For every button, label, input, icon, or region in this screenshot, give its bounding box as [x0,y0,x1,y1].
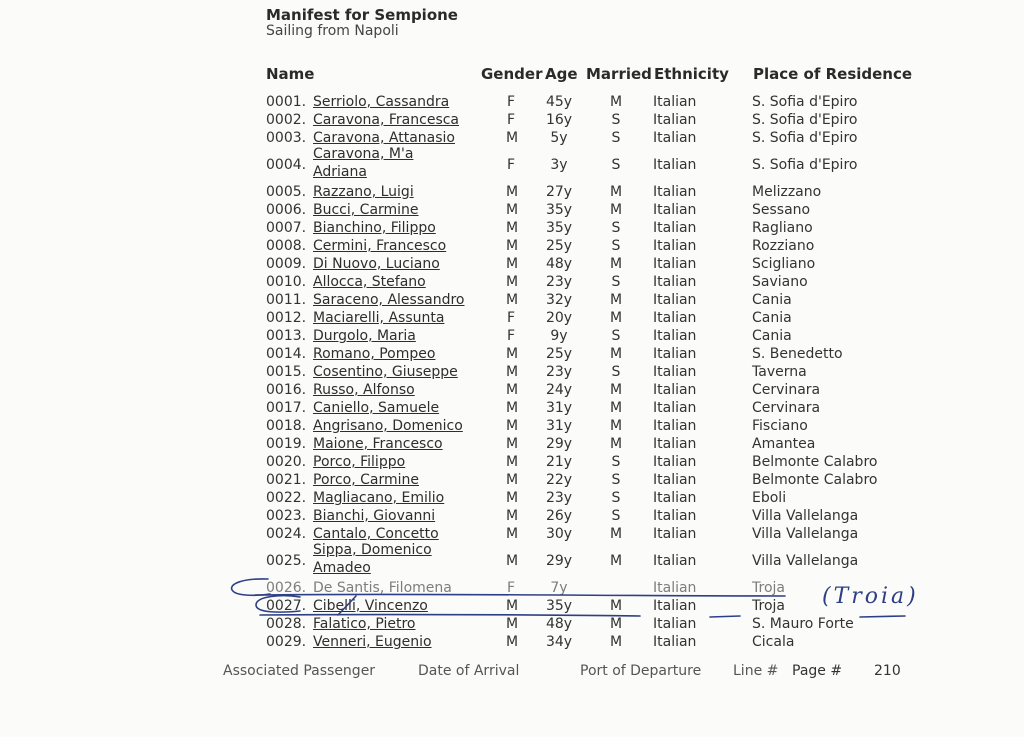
cell-num: 0025. [266,553,307,569]
cell-married: M [609,382,623,398]
cell-name: Venneri, Eugenio [313,634,432,650]
cell-ethnicity: Italian [653,400,697,416]
cell-residence: Saviano [752,274,808,290]
cell-residence: Sessano [752,202,811,218]
cell-gender: M [506,238,519,254]
cell-gender: M [506,220,519,236]
cell-residence: Villa Vallelanga [752,553,859,569]
table-row [0,327,1024,345]
cell-num: 0007. [266,220,307,236]
cell-married: S [611,328,621,344]
cell-residence: S. Benedetto [752,346,843,362]
cell-name: Caravona, M'a Adriana [313,146,414,180]
cell-ethnicity: Italian [653,553,697,569]
table-row [0,633,1024,651]
cell-gender: F [506,328,516,344]
cell-name: De Santis, Filomena [313,580,452,596]
cell-gender: M [506,634,519,650]
cell-married: S [611,157,621,173]
cell-num: 0006. [266,202,307,218]
cell-gender: M [506,382,519,398]
cell-num: 0023. [266,508,307,524]
cell-num: 0001. [266,94,307,110]
column-header-name: Name [266,65,315,83]
cell-name: Bucci, Carmine [313,202,419,218]
cell-married: S [611,220,621,236]
cell-name: Bianchino, Filippo [313,220,436,236]
cell-ethnicity: Italian [653,220,697,236]
cell-gender: M [506,553,519,569]
cell-name: Porco, Filippo [313,454,406,470]
table-row [0,597,1024,615]
manifest-subtitle: Sailing from Napoli [266,23,399,39]
cell-name: Caravona, Francesca [313,112,460,128]
cell-ethnicity: Italian [653,112,697,128]
passenger-list [0,93,1024,651]
cell-age: 23y [545,364,573,380]
cell-residence: Rozziano [752,238,815,254]
cell-ethnicity: Italian [653,454,697,470]
cell-name: Caniello, Samuele [313,400,440,416]
cell-residence: Fisciano [752,418,808,434]
cell-age: 31y [545,418,573,434]
cell-residence: Belmonte Calabro [752,472,878,488]
cell-age: 20y [545,310,573,326]
cell-gender: M [506,184,519,200]
cell-num: 0008. [266,238,307,254]
cell-married: S [611,130,621,146]
cell-age: 27y [545,184,573,200]
table-row [0,309,1024,327]
column-header-ethnicity: Ethnicity [654,65,729,83]
cell-num: 0013. [266,328,307,344]
cell-residence: Villa Vallelanga [752,526,859,542]
table-row [0,543,1024,579]
cell-ethnicity: Italian [653,184,697,200]
cell-name: Maione, Francesco [313,436,443,452]
table-row [0,525,1024,543]
cell-name: Cibelli, Vincenzo [313,598,428,614]
cell-married: M [609,346,623,362]
cell-num: 0027. [266,598,307,614]
cell-married: S [611,472,621,488]
cell-gender: F [506,157,516,173]
table-row [0,219,1024,237]
cell-gender: M [506,472,519,488]
cell-name: Cantalo, Concetto [313,526,439,542]
cell-num: 0026. [266,580,307,596]
cell-married: M [609,202,623,218]
cell-num: 0019. [266,436,307,452]
cell-gender: M [506,436,519,452]
cell-name: Falatico, Pietro [313,616,416,632]
handwritten-troia-text: (Troia) [822,584,919,609]
cell-name: Maciarelli, Assunta [313,310,445,326]
cell-age: 31y [545,400,573,416]
cell-ethnicity: Italian [653,94,697,110]
cell-name: Russo, Alfonso [313,382,415,398]
cell-age: 32y [545,292,573,308]
cell-age: 30y [545,526,573,542]
cell-residence: Amantea [752,436,816,452]
cell-num: 0028. [266,616,307,632]
cell-ethnicity: Italian [653,382,697,398]
cell-num: 0022. [266,490,307,506]
cell-age: 23y [545,490,573,506]
table-row [0,255,1024,273]
cell-ethnicity: Italian [653,634,697,650]
footer-page-number: 210 [874,663,901,679]
cell-married: M [609,436,623,452]
cell-age: 35y [545,220,573,236]
cell-age: 9y [550,328,568,344]
cell-ethnicity: Italian [653,418,697,434]
cell-residence: Taverna [752,364,807,380]
footer-port-of-departure: Port of Departure [580,663,702,679]
column-header-age: Age [545,65,578,83]
cell-residence: Troja [752,598,785,614]
cell-age: 26y [545,508,573,524]
cell-age: 22y [545,472,573,488]
cell-gender: M [506,202,519,218]
cell-age: 48y [545,616,573,632]
cell-married: M [609,256,623,272]
cell-ethnicity: Italian [653,328,697,344]
cell-name: Porco, Carmine [313,472,419,488]
cell-gender: M [506,598,519,614]
cell-num: 0024. [266,526,307,542]
cell-age: 16y [545,112,573,128]
cell-gender: M [506,292,519,308]
cell-num: 0018. [266,418,307,434]
cell-age: 29y [545,553,573,569]
cell-ethnicity: Italian [653,256,697,272]
cell-married: M [609,184,623,200]
cell-married: S [611,490,621,506]
cell-ethnicity: Italian [653,364,697,380]
cell-age: 24y [545,382,573,398]
cell-age: 5y [550,130,568,146]
cell-married: M [609,598,623,614]
cell-gender: M [506,400,519,416]
table-row [0,507,1024,525]
cell-married: M [609,292,623,308]
table-row [0,237,1024,255]
cell-ethnicity: Italian [653,580,697,596]
cell-residence: Villa Vallelanga [752,508,859,524]
cell-residence: Melizzano [752,184,822,200]
cell-ethnicity: Italian [653,472,697,488]
cell-gender: M [506,616,519,632]
cell-name: Cosentino, Giuseppe [313,364,458,380]
cell-age: 45y [545,94,573,110]
cell-ethnicity: Italian [653,490,697,506]
cell-residence: Belmonte Calabro [752,454,878,470]
cell-residence: Ragliano [752,220,813,236]
cell-ethnicity: Italian [653,508,697,524]
cell-age: 7y [550,580,568,596]
footer-line-number: Line # [733,663,779,679]
table-row [0,417,1024,435]
cell-num: 0020. [266,454,307,470]
table-row [0,435,1024,453]
cell-residence: S. Mauro Forte [752,616,854,632]
table-row [0,93,1024,111]
table-row [0,273,1024,291]
cell-age: 3y [550,157,568,173]
cell-num: 0017. [266,400,307,416]
cell-gender: M [506,346,519,362]
cell-married: M [609,553,623,569]
cell-residence: Troja [752,580,785,596]
column-header-residence: Place of Residence [753,65,913,83]
table-row [0,615,1024,633]
cell-age: 48y [545,256,573,272]
cell-age: 35y [545,202,573,218]
cell-num: 0010. [266,274,307,290]
cell-age: 25y [545,238,573,254]
cell-ethnicity: Italian [653,616,697,632]
cell-name: Angrisano, Domenico [313,418,463,434]
cell-num: 0014. [266,346,307,362]
cell-residence: Scigliano [752,256,816,272]
cell-num: 0012. [266,310,307,326]
cell-name: Caravona, Attanasio [313,130,455,146]
cell-age: 34y [545,634,573,650]
cell-residence: S. Sofia d'Epiro [752,112,858,128]
cell-name: Magliacano, Emilio [313,490,445,506]
cell-ethnicity: Italian [653,202,697,218]
table-row [0,579,1024,597]
cell-gender: M [506,418,519,434]
cell-name: Romano, Pompeo [313,346,436,362]
table-row [0,381,1024,399]
cell-ethnicity: Italian [653,157,697,173]
footer-page-label: Page # [792,663,843,679]
cell-ethnicity: Italian [653,130,697,146]
cell-name: Serriolo, Cassandra [313,94,450,110]
cell-num: 0015. [266,364,307,380]
table-row [0,291,1024,309]
cell-ethnicity: Italian [653,526,697,542]
table-row [0,147,1024,183]
cell-residence: S. Sofia d'Epiro [752,130,858,146]
cell-residence: S. Sofia d'Epiro [752,157,858,173]
cell-residence: Cervinara [752,382,821,398]
cell-age: 29y [545,436,573,452]
cell-married: M [609,418,623,434]
table-row [0,453,1024,471]
cell-ethnicity: Italian [653,346,697,362]
cell-residence: Eboli [752,490,787,506]
table-row [0,399,1024,417]
footer-associated-passenger: Associated Passenger [223,663,376,679]
cell-gender: F [506,580,516,596]
cell-married: M [609,310,623,326]
column-header-gender: Gender [481,65,543,83]
cell-ethnicity: Italian [653,238,697,254]
cell-name: Bianchi, Giovanni [313,508,436,524]
table-row [0,471,1024,489]
cell-married: S [611,454,621,470]
cell-married: M [609,616,623,632]
table-row [0,345,1024,363]
cell-age: 35y [545,598,573,614]
cell-name: Di Nuovo, Luciano [313,256,440,272]
cell-gender: M [506,274,519,290]
cell-married: M [609,400,623,416]
table-row [0,489,1024,507]
cell-gender: M [506,454,519,470]
cell-name: Saraceno, Alessandro [313,292,465,308]
cell-gender: M [506,256,519,272]
cell-gender: M [506,508,519,524]
cell-age: 21y [545,454,573,470]
cell-name: Allocca, Stefano [313,274,426,290]
table-row [0,201,1024,219]
cell-gender: F [506,94,516,110]
cell-married: M [609,526,623,542]
table-row [0,111,1024,129]
cell-married: S [611,364,621,380]
cell-name: Sippa, Domenico Amadeo [313,542,432,576]
table-row [0,363,1024,381]
manifest-title: Manifest for Sempione [266,6,458,24]
cell-married: S [611,112,621,128]
cell-ethnicity: Italian [653,310,697,326]
cell-residence: Cania [752,328,792,344]
cell-num: 0016. [266,382,307,398]
cell-married: S [611,238,621,254]
table-row [0,183,1024,201]
cell-married: S [611,508,621,524]
cell-num: 0002. [266,112,307,128]
cell-residence: S. Sofia d'Epiro [752,94,858,110]
cell-num: 0011. [266,292,307,308]
cell-ethnicity: Italian [653,436,697,452]
footer-date-of-arrival: Date of Arrival [418,663,520,679]
cell-gender: M [506,130,519,146]
cell-num: 0009. [266,256,307,272]
cell-name: Cermini, Francesco [313,238,447,254]
cell-name: Durgolo, Maria [313,328,416,344]
cell-married: M [609,94,623,110]
cell-gender: F [506,310,516,326]
cell-married: S [611,274,621,290]
cell-gender: M [506,526,519,542]
cell-num: 0003. [266,130,307,146]
cell-residence: Cania [752,310,792,326]
cell-residence: Cervinara [752,400,821,416]
cell-num: 0004. [266,157,307,173]
cell-num: 0029. [266,634,307,650]
cell-residence: Cicala [752,634,795,650]
cell-gender: F [506,112,516,128]
cell-married: M [609,634,623,650]
cell-residence: Cania [752,292,792,308]
cell-ethnicity: Italian [653,274,697,290]
column-header-married: Married [586,65,652,83]
cell-gender: M [506,364,519,380]
cell-gender: M [506,490,519,506]
cell-ethnicity: Italian [653,598,697,614]
cell-num: 0005. [266,184,307,200]
cell-ethnicity: Italian [653,292,697,308]
cell-name: Razzano, Luigi [313,184,414,200]
cell-age: 23y [545,274,573,290]
cell-age: 25y [545,346,573,362]
table-row [0,129,1024,147]
cell-num: 0021. [266,472,307,488]
